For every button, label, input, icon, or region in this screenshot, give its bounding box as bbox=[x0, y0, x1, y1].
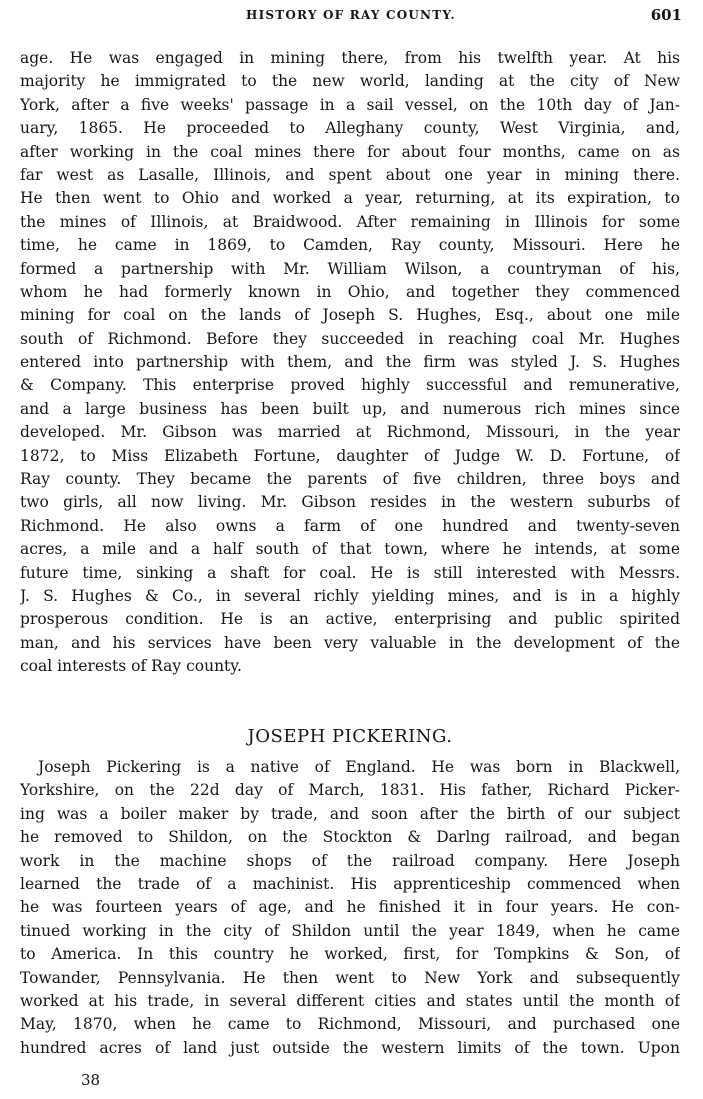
pickering-biography-paragraph bbox=[20, 756, 680, 1060]
text-line: May, 1870, when he came to Richmond, Missouri, and purchased one bbox=[20, 1015, 680, 1034]
text-line: uary, 1865. He proceeded to Alleghany county, West Virginia, and, bbox=[20, 119, 680, 138]
text-line: age. He was engaged in mining there, from his twelfth year. At his bbox=[20, 49, 680, 67]
running-head bbox=[20, 8, 682, 28]
text-line: York, after a five weeks' passage in a sail vessel, on the 10th day of Jan- bbox=[20, 95, 680, 114]
text-line: time, he came in 1869, to Camden, Ray county, Missouri. Here he bbox=[20, 236, 680, 255]
text-line: mining for coal on the lands of Joseph S. Hughes, Esq., about one mile bbox=[20, 306, 680, 325]
text-line: 1872, to Miss Elizabeth Fortune, daughter of Judge W. D. Fortune, of bbox=[20, 446, 680, 465]
text-line: and a large business has been built up, and numerous rich mines since bbox=[20, 399, 680, 418]
text-line: Towander, Pennsylvania. He then went to New York and subsequently bbox=[20, 968, 680, 987]
text-line: acres, a mile and a half south of that town, where he intends, at some bbox=[20, 540, 680, 559]
text-line: prosperous condition. He is an active, enterprising and public spirited bbox=[20, 610, 680, 629]
text-line: south of Richmond. Before they succeeded in reaching coal Mr. Hughes bbox=[20, 329, 680, 348]
text-line: work in the machine shops of the railroad company. Here Joseph bbox=[20, 851, 680, 870]
text-line: Joseph Pickering is a native of England. He was born in Blackwell, bbox=[38, 758, 680, 776]
text-line: & Company. This enterprise proved highly successful and remunerative, bbox=[20, 376, 680, 395]
text-line: hundred acres of land just outside the western limits of the town. Upon bbox=[20, 1038, 680, 1057]
text-line: far west as Lasalle, Illinois, and spent about one year in mining there. bbox=[20, 165, 680, 184]
text-line: ing was a boiler maker by trade, and soon after the birth of our subject bbox=[20, 804, 680, 823]
signature-mark: 38 bbox=[81, 1071, 101, 1089]
text-line: He then went to Ohio and worked a year, returning, at its expiration, to bbox=[20, 189, 680, 208]
text-line: Richmond. He also owns a farm of one hundred and twenty-seven bbox=[20, 516, 680, 535]
text-line: J. S. Hughes & Co., in several richly yielding mines, and is in a highly bbox=[20, 586, 680, 605]
section-heading: JOSEPH PICKERING. bbox=[247, 726, 453, 747]
gibson-biography-paragraph bbox=[20, 47, 680, 679]
text-line: whom he had formerly known in Ohio, and together they commenced bbox=[20, 282, 680, 301]
text-line: coal interests of Ray county. bbox=[20, 657, 242, 676]
text-line: worked at his trade, in several different cities and states until the month of bbox=[20, 991, 680, 1010]
page-number: 601 bbox=[650, 6, 682, 24]
text-line: he removed to Shildon, on the Stockton & Darlng railroad, and began bbox=[20, 828, 680, 847]
text-line: formed a partnership with Mr. William Wilson, a countryman of his, bbox=[20, 259, 680, 278]
text-line: Ray county. They became the parents of five children, three boys and bbox=[20, 470, 680, 489]
text-line: two girls, all now living. Mr. Gibson resides in the western suburbs of bbox=[20, 493, 680, 512]
text-line: Yorkshire, on the 22d day of March, 1831. His father, Richard Picker- bbox=[20, 781, 680, 800]
text-line: the mines of Illinois, at Braidwood. After remaining in Illinois for some bbox=[20, 212, 680, 231]
running-title: HISTORY OF RAY COUNTY. bbox=[246, 8, 456, 22]
text-line: man, and his services have been very valuable in the development of the bbox=[20, 633, 680, 652]
text-line: tinued working in the city of Shildon until the year 1849, when he came bbox=[20, 921, 680, 940]
text-line: after working in the coal mines there for about four months, came on as bbox=[20, 142, 680, 161]
text-line: he was fourteen years of age, and he finished it in four years. He con- bbox=[20, 898, 680, 917]
text-line: developed. Mr. Gibson was married at Richmond, Missouri, in the year bbox=[20, 423, 680, 442]
text-line: future time, sinking a shaft for coal. He is still interested with Messrs. bbox=[20, 563, 680, 582]
text-line: learned the trade of a machinist. His apprenticeship commenced when bbox=[20, 874, 680, 893]
text-line: majority he immigrated to the new world, landing at the city of New bbox=[20, 72, 680, 91]
text-line: entered into partnership with them, and the firm was styled J. S. Hughes bbox=[20, 353, 680, 372]
text-line: to America. In this country he worked, first, for Tompkins & Son, of bbox=[20, 945, 680, 964]
